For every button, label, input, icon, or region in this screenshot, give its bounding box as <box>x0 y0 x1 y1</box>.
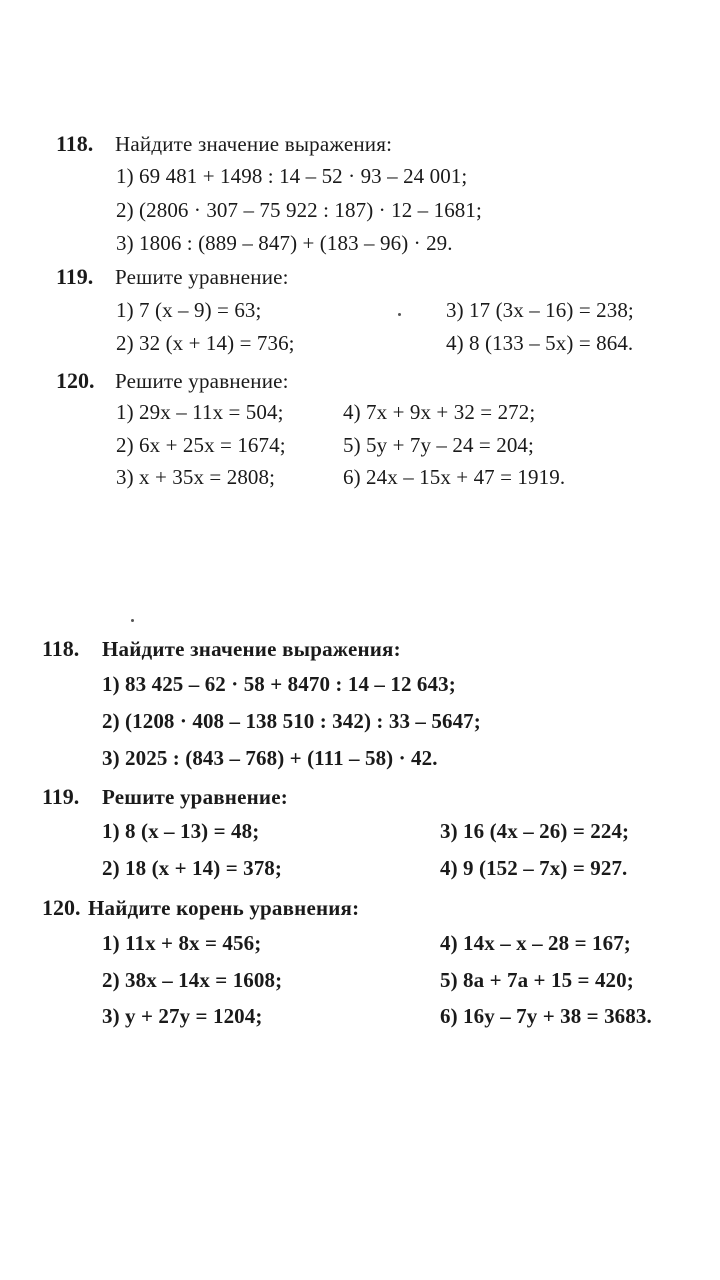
equation-item: 3) 16 (4x – 26) = 224; <box>440 819 630 843</box>
equation-item: 3) 17 (3x – 16) = 238; <box>446 298 634 322</box>
equation-item: 1) 29x – 11x = 504; <box>116 400 284 424</box>
expression-item: 2) (1208 · 408 – 138 510 : 342) : 33 – 5647; <box>102 709 481 733</box>
equation-item: 6) 16y – 7y + 38 = 3683. <box>440 1004 652 1028</box>
problem-number: 119. <box>42 784 80 809</box>
equation-item: 2) 38x – 14x = 1608; <box>102 968 283 992</box>
problem-number: 120. <box>42 895 81 920</box>
stray-mark <box>398 313 401 316</box>
problem-title: Найдите корень уравнения: <box>88 896 360 920</box>
problem-number: 120. <box>56 368 95 393</box>
problem-title: Найдите значение выражения: <box>102 637 401 661</box>
problem-number: 119. <box>56 264 94 289</box>
expression-item: 1) 83 425 – 62 · 58 + 8470 : 14 – 12 643; <box>102 672 456 696</box>
problem-number: 118. <box>42 636 80 661</box>
equation-item: 2) 32 (x + 14) = 736; <box>116 331 295 355</box>
expression-item: 1) 69 481 + 1498 : 14 – 52 · 93 – 24 001; <box>116 164 468 188</box>
problem-title: Найдите значение выражения: <box>115 132 393 156</box>
equation-item: 4) 9 (152 – 7x) = 927. <box>440 856 628 880</box>
equation-item: 4) 7x + 9x + 32 = 272; <box>343 400 536 424</box>
problem-number: 118. <box>56 131 94 156</box>
equation-item: 2) 18 (x + 14) = 378; <box>102 856 283 880</box>
equation-item: 2) 6x + 25x = 1674; <box>116 433 286 457</box>
expression-item: 3) 1806 : (889 – 847) + (183 – 96) · 29. <box>116 231 453 255</box>
expression-item: 2) (2806 · 307 – 75 922 : 187) · 12 – 1681; <box>116 198 482 222</box>
equation-item: 6) 24x – 15x + 47 = 1919. <box>343 465 566 489</box>
equation-item: 5) 8a + 7a + 15 = 420; <box>440 968 634 992</box>
problem-title: Решите уравнение: <box>115 265 289 289</box>
problem-title: Решите уравнение: <box>115 369 289 393</box>
expression-item: 3) 2025 : (843 – 768) + (111 – 58) · 42. <box>102 746 438 770</box>
equation-item: 1) 11x + 8x = 456; <box>102 931 262 955</box>
equation-item: 3) x + 35x = 2808; <box>116 465 276 489</box>
equation-item: 1) 7 (x – 9) = 63; <box>116 298 262 322</box>
problem-title: Решите уравнение: <box>102 785 288 809</box>
equation-item: 4) 8 (133 – 5x) = 864. <box>446 331 634 355</box>
equation-item: 4) 14x – x – 28 = 167; <box>440 931 631 955</box>
stray-mark <box>131 619 134 622</box>
equation-item: 1) 8 (x – 13) = 48; <box>102 819 260 843</box>
equation-item: 5) 5y + 7y – 24 = 204; <box>343 433 534 457</box>
equation-item: 3) y + 27y = 1204; <box>102 1004 263 1028</box>
